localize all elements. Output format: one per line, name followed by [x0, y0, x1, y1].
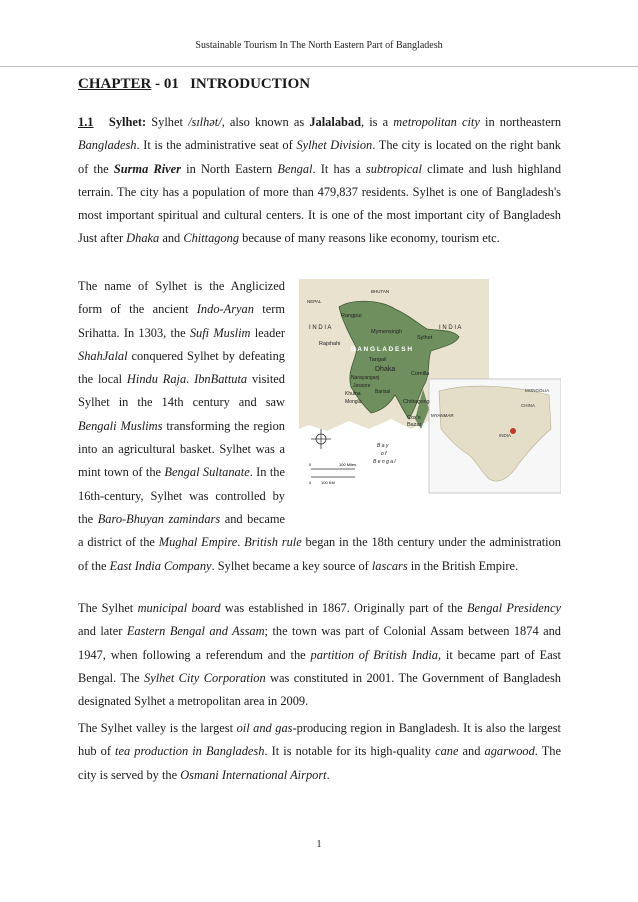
label-tangail: Tangail: [369, 357, 387, 363]
link-hindu-raja[interactable]: Hindu Raja: [126, 372, 187, 387]
text-run: , also known as: [221, 115, 310, 129]
header-divider: [0, 66, 638, 67]
link-chittagong[interactable]: Chittagong: [183, 231, 240, 246]
text-run: The name of Sylhet is the Anglicized form of the ancient: [78, 279, 285, 317]
link-mughal-empire[interactable]: Mughal Empire: [158, 535, 238, 550]
text-run: , is a: [361, 115, 394, 129]
label-jessore: Jessore: [353, 383, 371, 389]
paragraph-sylhet-intro: [78, 111, 561, 251]
text-run: because of many reasons like economy, tourism etc.: [239, 231, 500, 246]
text-run: . It has a: [312, 161, 366, 176]
text-run: climate and lush highland terrain. The city has a population of more than 479,837 residents. Sylhet is one of Bangladesh's most important spiritual and cultural centers. It is one of the most important city of Bangladesh Just after: [78, 161, 562, 246]
alias-term: Jalalabad: [309, 115, 361, 129]
link-osmani-airport[interactable]: Osmani International Airport: [180, 767, 327, 782]
text-run: Sylhet: [146, 115, 189, 129]
pronunciation-link[interactable]: /sɪlhət/: [188, 115, 222, 129]
label-narayanganj: Narayanganj: [351, 375, 380, 381]
link-bengal[interactable]: Bengal: [277, 161, 313, 176]
text-run: and later: [78, 624, 127, 639]
scale-miles: 100 Miles: [339, 462, 357, 467]
text-run: .: [237, 535, 245, 550]
label-coxs: Cox's: [407, 415, 421, 421]
text-run: The Sylhet: [78, 601, 138, 615]
section-number: 1.1: [78, 115, 94, 129]
label-bay-3: B e n g a l: [373, 459, 396, 465]
chapter-title: - 01 INTRODUCTION: [151, 76, 311, 92]
text-run: . The city is served by the: [78, 744, 561, 782]
link-sylhet-division[interactable]: Sylhet Division: [296, 138, 373, 153]
text-run: . It is notable for its high-quality: [264, 744, 436, 759]
label-barisal: Barisal: [375, 389, 391, 395]
text-run: -producing region in Bangladesh. It is also the largest hub of: [78, 721, 561, 759]
link-oil-and-gas[interactable]: oil and gas: [236, 721, 293, 735]
link-ibnbattuta[interactable]: IbnBattuta: [194, 372, 248, 387]
scale-km: 100 KM: [321, 480, 335, 485]
label-mongla: Mongla: [345, 399, 362, 405]
label-bazar: Bazar: [407, 422, 422, 428]
label-rajshahi: Rajshahi: [319, 341, 341, 347]
link-subtropical[interactable]: subtropical: [365, 161, 422, 176]
text-run: transforming the region into an agricultural basket. Sylhet was a mint town of the: [78, 418, 285, 480]
link-sylhet-city-corporation[interactable]: Sylhet City Corporation: [144, 670, 266, 685]
text-run: leader: [250, 325, 285, 340]
label-mymensingh: Mymensingh: [371, 329, 403, 335]
link-bengal-presidency[interactable]: Bengal Presidency: [466, 601, 561, 615]
link-metropolitan-city[interactable]: metropolitan city: [393, 115, 480, 129]
text-run: . It is the administrative seat of: [136, 138, 297, 153]
label-bangladesh: B A N G L A D E S H: [351, 346, 413, 353]
link-baro-bhuyan[interactable]: Baro-Bhuyan zamindars: [97, 511, 221, 526]
inset-label-mongolia: MONGOLIA: [525, 388, 550, 393]
link-tea-production[interactable]: tea production in Bangladesh: [115, 744, 265, 759]
text-run: .: [326, 767, 330, 782]
paragraph-sylhet-economy: [78, 717, 561, 787]
bangladesh-map: [299, 279, 561, 505]
inset-label-india: INDIA: [499, 433, 512, 438]
text-run: and: [159, 231, 184, 246]
link-shahjalal[interactable]: ShahJalal: [78, 348, 128, 363]
text-run: . Sylhet became a key source of: [211, 558, 372, 573]
text-run: visited Sylhet in the 14th century and saw: [78, 372, 285, 410]
text-run: .: [186, 372, 195, 387]
text-run: began in the 18th century under the administration of the: [78, 535, 561, 573]
link-dhaka[interactable]: Dhaka: [126, 231, 160, 246]
text-run: , it became part of East Bengal. The: [78, 647, 561, 685]
link-surma-river[interactable]: Surma River: [113, 161, 181, 176]
link-sufi-muslim[interactable]: Sufi Muslim: [189, 325, 251, 340]
link-indo-aryan[interactable]: Indo-Aryan: [196, 302, 254, 317]
text-run: in northeastern: [479, 115, 562, 129]
text-run: . In the 16th-century, Sylhet was controlled by the: [78, 465, 285, 526]
section-title: Sylhet:: [108, 115, 147, 129]
label-dhaka: Dhaka: [375, 366, 396, 373]
chapter-label: CHAPTER: [78, 76, 152, 92]
link-municipal-board[interactable]: municipal board: [137, 601, 221, 615]
chapter-heading: [78, 76, 310, 93]
text-run: was established in 1867. Originally part of the: [220, 601, 467, 615]
text-run: . The city is located on the right bank of the: [78, 138, 561, 176]
text-run: term Srihatta. In 1303, the: [78, 302, 285, 340]
inset-label-china: CHINA: [521, 403, 536, 408]
label-nepal: NEPAL: [307, 299, 322, 304]
link-bangladesh[interactable]: Bangladesh: [78, 138, 137, 153]
text-run: and: [458, 744, 485, 759]
link-eastern-bengal-assam[interactable]: Eastern Bengal and Assam: [126, 624, 265, 639]
text-run: and became a district of the: [78, 511, 285, 550]
paragraph-sylhet-history: [78, 275, 561, 578]
text-run: ; the town was part of Colonial Assam between 1874 and 1947, when following a referendum and the: [78, 624, 561, 662]
scale-zero-km: 0: [309, 480, 312, 485]
link-lascars[interactable]: lascars: [371, 558, 408, 573]
label-myanmar: MYANMAR: [431, 413, 454, 418]
link-british-rule[interactable]: British rule: [244, 535, 302, 550]
label-bay-2: o f: [381, 451, 387, 457]
label-bhutan: BHUTAN: [371, 289, 390, 294]
page-number: 1: [316, 839, 322, 850]
link-partition-british-india[interactable]: partition of British India: [310, 647, 438, 662]
label-india-left: I N D I A: [309, 325, 332, 331]
paragraph-sylhet-municipal: [78, 597, 561, 713]
label-comilla: Comilla: [411, 371, 430, 377]
link-bengali-muslims[interactable]: Bengali Muslims: [78, 418, 163, 433]
text-run: in the British Empire.: [407, 558, 519, 573]
link-agarwood[interactable]: agarwood: [484, 744, 535, 759]
label-chittagong: Chittagong: [403, 399, 430, 405]
text-run: in North Eastern: [180, 161, 278, 176]
text-run: The Sylhet valley is the largest: [78, 721, 237, 735]
label-rangpur: Rangpur: [341, 313, 363, 319]
label-khulna: Khulna: [345, 391, 361, 397]
scale-zero-mi: 0: [309, 462, 312, 467]
running-header: Sustainable Tourism In The North Eastern Part of Bangladesh: [195, 40, 443, 51]
label-sylhet: Sylhet: [417, 335, 433, 341]
label-india-right: I N D I A: [439, 325, 462, 331]
link-bengal-sultanate[interactable]: Bengal Sultanate: [164, 465, 250, 480]
link-east-india-company[interactable]: East India Company: [109, 558, 212, 573]
text-run: was constituted in 2001. The Government of Bangladesh designated Sylhet a metropolitan area in 2009.: [78, 670, 561, 709]
map-figure: [299, 279, 561, 505]
text-run: conquered Sylhet by defeating the local: [78, 348, 285, 387]
link-cane[interactable]: cane: [435, 744, 459, 759]
label-bay-1: B a y: [377, 443, 389, 449]
